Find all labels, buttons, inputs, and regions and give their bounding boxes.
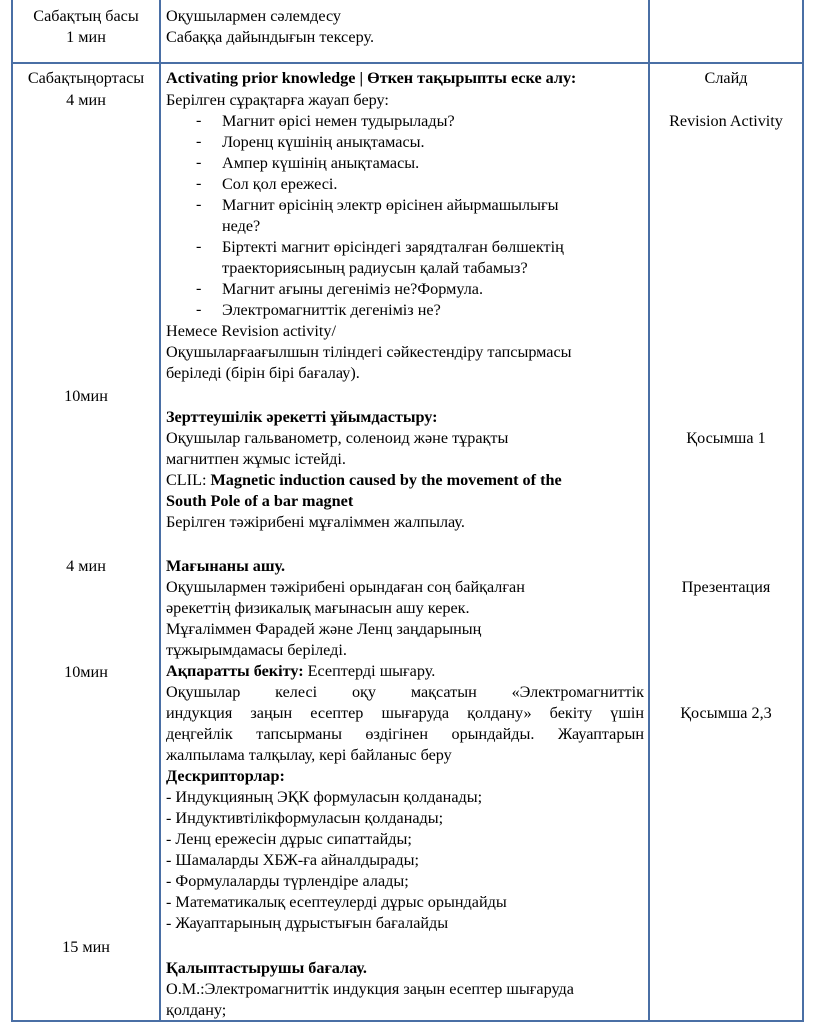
bullet-dash: - (196, 195, 202, 213)
resource-presentation: Презентация (681, 578, 771, 596)
question-item: Лоренц күшінің анықтамасы. (222, 133, 425, 151)
meaning-text: тұжырымдамасы беріледі. (166, 641, 347, 659)
formative-text: қолдану; (166, 1001, 227, 1019)
bullet-dash: - (196, 237, 202, 255)
descriptor-item: - Формулаларды түрлендіре алады; (166, 872, 409, 890)
resource-revision-activity: Revision Activity (669, 112, 783, 130)
bullet-dash: - (196, 153, 202, 171)
question-item: Сол қол ережесі. (222, 175, 338, 193)
meaning-text: әрекеттің физикалық мағынасын ашу керек. (166, 599, 470, 617)
question-item: Ампер күшінің анықтамасы. (222, 154, 420, 172)
consolidate-heading: Ақпаратты бекіту: (166, 662, 304, 680)
consolidate-text: деңгейлік тапсырманы өздігінен орындайды. Жауаптарын (166, 725, 644, 743)
question-item-continued: траекториясының радиусын қалай табамыз? (222, 259, 528, 277)
meaning-text: Оқушылармен тәжірибені орындаған соң байқалған (166, 578, 525, 596)
lesson-start-time: 1 мин (66, 28, 106, 46)
bullet-dash: - (196, 300, 202, 318)
descriptor-item: - Индукцияның ЭҚК формуласын қолданады; (166, 788, 483, 806)
question-item: Электромагниттік дегеніміз не? (222, 301, 441, 319)
activating-heading: Activating prior knowledge | Өткен тақырыпты еске алу: (166, 69, 577, 87)
consolidate-text: индукция заңын есептер шығаруда қолдану» бекіту үшін (166, 704, 644, 722)
clil-line (166, 470, 562, 490)
question-item: Біртекті магнит өрісіндегі зарядталған бөлшектің (222, 238, 564, 256)
time-10min-2: 10мин (64, 663, 108, 681)
revision-text: беріледі (бірін бірі бағалау). (166, 364, 360, 382)
row-divider (11, 62, 804, 64)
descriptor-item: - Индуктивтілікформуласын қолданады; (166, 809, 444, 827)
question-item: Магнит ағыны дегеніміз не?Формула. (222, 280, 484, 298)
consolidate-text: жалпылама талқылау, кері байланыс беру (166, 746, 452, 764)
time-15min: 15 мин (62, 938, 110, 956)
bullet-dash: - (196, 111, 202, 129)
descriptor-item: - Шамаларды ХБЖ-ға айналдырады; (166, 851, 419, 869)
time-10min-1: 10мин (64, 387, 108, 405)
consolidate-line (166, 661, 435, 681)
greeting-text: Оқушылармен сәлемдесу (166, 7, 342, 25)
column-divider-2 (648, 0, 650, 1022)
question-item-continued: неде? (222, 217, 261, 235)
question-item: Магнит өрісінің электр өрісінен айырмашылығы (222, 196, 559, 214)
time-4min-2: 4 мин (66, 557, 106, 575)
descriptor-item: - Математикалық есептеулерді дұрыс орындайды (166, 893, 507, 911)
descriptor-item: - Ленц ережесін дұрыс сипаттайды; (166, 830, 412, 848)
time-4min-1: 4 мин (66, 91, 106, 109)
readiness-check-text: Сабаққа дайындығын тексеру. (166, 28, 375, 46)
consolidate-rest: Есептерді шығару. (303, 662, 436, 680)
clil-prefix: CLIL: (166, 471, 211, 489)
descriptor-item: - Жауаптарының дұрыстығын бағалайды (166, 914, 449, 932)
research-summary: Берілген тәжірибені мұғаліммен жалпылау. (166, 513, 465, 531)
resource-appendix-2-3: Қосымша 2,3 (680, 704, 772, 722)
bullet-dash: - (196, 279, 202, 297)
bullet-dash: - (196, 132, 202, 150)
research-text: магнитпен жұмыс істейді. (166, 450, 346, 468)
formative-heading: Қалыптастырушы бағалау. (166, 959, 367, 977)
meaning-text: Мұғаліммен Фарадей және Ленц заңдарының (166, 620, 482, 638)
meaning-heading: Мағынаны ашу. (166, 557, 286, 575)
resource-slide: Слайд (704, 69, 748, 87)
lesson-start-label: Сабақтың басы (33, 7, 139, 25)
lesson-middle-label: Сабақтыңортасы (27, 69, 145, 87)
research-heading: Зерттеушілік әрекетті ұйымдастыру: (166, 408, 438, 426)
resource-appendix-1: Қосымша 1 (686, 429, 766, 447)
formative-text: О.М.:Электромагниттік индукция заңын есептер шығаруда (166, 980, 574, 998)
clil-topic: Magnetic induction caused by the movement of the (210, 471, 562, 489)
revision-text: Оқушыларғаағылшын тіліндегі сәйкестендіру тапсырмасы (166, 343, 572, 361)
column-divider-1 (159, 0, 161, 1022)
research-text: Оқушылар гальванометр, соленоид және тұрақты (166, 429, 509, 447)
bullet-dash: - (196, 174, 202, 192)
consolidate-text: Оқушылар келесі оқу мақсатын «Электромагниттік (166, 683, 644, 701)
question-item: Магнит өрісі немен тудырылады? (222, 112, 455, 130)
descriptors-heading: Дескрипторлар: (166, 767, 285, 785)
revision-text: Немесе Revision activity/ (166, 322, 336, 340)
clil-topic-continued: South Pole of a bar magnet (166, 492, 354, 510)
questions-intro: Берілген сұрақтарға жауап беру: (166, 91, 389, 109)
